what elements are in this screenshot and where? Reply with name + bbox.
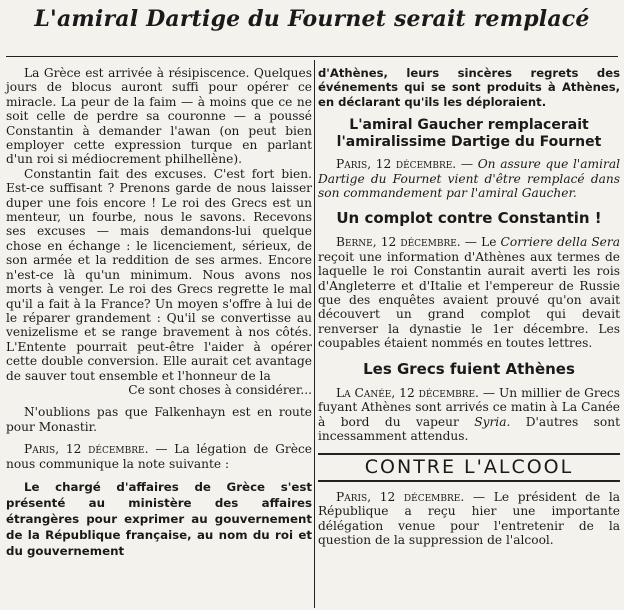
subhead-complot: Un complot contre Constantin !	[336, 209, 602, 228]
subhead-grecs: Les Grecs fuient Athènes	[363, 359, 575, 378]
right-column	[318, 66, 620, 547]
top-rule	[6, 56, 618, 57]
page-headline: L'amiral Dartige du Fournet serait remplacé	[34, 6, 590, 32]
column-divider	[314, 60, 315, 608]
article-alcool: Paris, 12 décembre. — Le président de la République a reçu hier une importante délégation venue pour l'entretenir de la question de la suppression de l'alcool.	[318, 489, 620, 547]
article-complot: Berne, 12 décembre. — Le Corriere della Sera reçoit une information d'Athènes aux termes de laquelle le roi Constantin aurait averti les rois d'Angleterre et d'Italie et l'empereur de Russie que des enquêtes avaient prouvé qu'on avait découvert un grand complot qui devait renverser la dynastie le 1er décembre. Les coupables étaient nommés en toutes lettres.	[318, 235, 620, 351]
article-grecs: La Canée, 12 décembre. — Un millier de Grecs fuyant Athènes sont arrivés ce matin à La Canée à bord du vapeur Syria. D'autres sont incessamment attendus.	[318, 385, 621, 443]
alcool-box-title: CONTRE L'ALCOOL	[318, 453, 620, 481]
dateline: Paris, 12 décembre.	[24, 442, 149, 457]
left-column	[6, 66, 312, 559]
left-paragraph-3: N'oublions pas que Falkenhayn est en route pour Monastir.	[6, 405, 312, 434]
right-continuation: d'Athènes, leurs sincères regrets des événements qui se sont produits à Athènes, en déclarant qu'ils les déploraient.	[318, 66, 620, 109]
left-paragraph-5: Le chargé d'affaires de Grèce s'est présenté au ministère des affaires étrangères pour exprimer au gouvernement de la République française, au nom du roi et du gouvernement	[6, 479, 312, 558]
left-paragraph-2-end: Ce sont choses à considérer...	[128, 382, 312, 397]
left-paragraph-1: La Grèce est arrivée à résipiscence. Quelques jours de blocus auront suffi pour opérer ce miracle. La peur de la faim — à moins que ce ne soit celle de perdre sa couronne — a poussé Constantin à demander l'awan (on peut bien employer cette expression turque en parlant d'un roi si médiocrement philhellène).	[6, 66, 312, 167]
left-paragraph-2: Constantin fait des excuses. C'est fort bien. Est-ce suffisant ? Prenons garde de nous laisser duper une fois encore ! Le roi des Grecs est un menteur, un fourbe, nous le savons. Recevons ses excuses — mais demandons-lui quelque chose en échange : le licenciement, sérieux, de son armée et la reddition de ses armes. Encore n'est-ce là qu'un minimum. Nous avons nos morts à venger. Le roi des Grecs regrette le mal qu'il a fait à la France? Un moyen s'offre à lui de le réparer grandement : Qu'il se convertisse au venizelisme et se range bravement à nos côtés. L'Entente pourrait peut-être l'aider à opérer cette double conversion. Elle aurait cet avantage de sauver tout ensemble et l'honneur de la	[6, 166, 312, 383]
left-paragraph-4: Paris, 12 décembre. — La légation de Grèce nous communique la note suivante :	[6, 442, 312, 471]
subhead-gaucher: L'amiral Gaucher remplacerait l'amiralissime Dartige du Fournet	[336, 117, 602, 151]
article-gaucher: Paris, 12 décembre. — On assure que l'amiral Dartige du Fournet vient d'être remplacé dans son commandement par l'amiral Gaucher.	[318, 157, 620, 201]
